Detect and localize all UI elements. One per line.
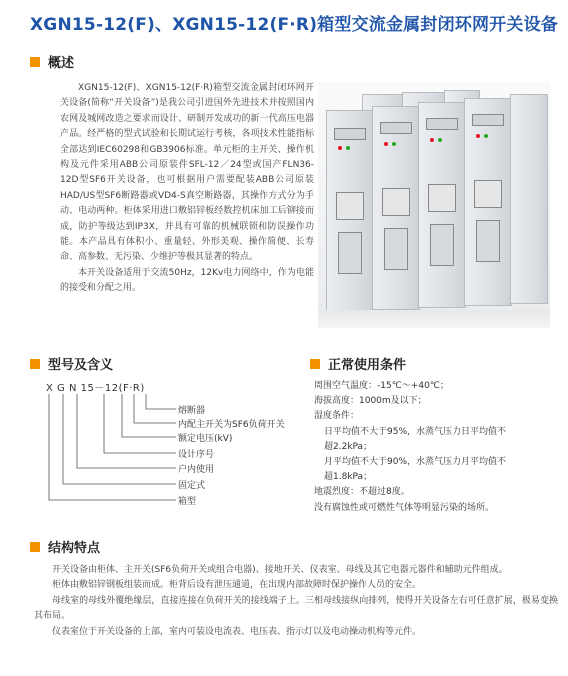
section-bullet-icon (310, 359, 320, 369)
model-label-voltage: 额定电压(kV) (178, 434, 233, 444)
structure-paragraph-1: 开关设备由柜体、主开关(SF6负荷开关或组合电器)、接地开关、仪表室、母线及其它电器元器件和辅助元件组成。 (52, 565, 508, 575)
model-label-fuse: 熔断器 (178, 406, 206, 416)
condition-item: 地震烈度：不超过8度。 (314, 487, 410, 498)
overview-paragraph-1: XGN15-12(F)、XGN15-12(F·R)箱型交流金属封闭环网开关设备(简称“开关设备”)是我公司引进国外先进技术并按照国内农网及城网改造之要求而设计、研制开发成功的新一代高压电器产品。经严格的型式试验和长期试运行考核，各项技术性能指标全部达到IEC60298和GB3906标准。单元柜的主开关、操作机构及元件采用ABB公司原装件SFL-12／24型或国产FLN36-12D型SF6开关设备，也可根据用户需要配装ABB公司原装HAD/US型SF6断路器或VD4-S真空断路器，其操作方式分为手动、电动两种。柜体采用进口敷铝锌板经数控机床加工后铆接而成，防护等级达到IP3X，并具有可靠的机械联锁和防误操作功能。本产品具有体积小、重量轻、外形美观、操作简便、长寿命、高参数、无污染、少维护等极其显著的特点。 (60, 83, 314, 263)
condition-item: 周围空气温度：-15℃～+40℃； (314, 381, 449, 391)
conditions-heading (310, 354, 406, 373)
model-code: X G N 15－12(F·R) (46, 383, 145, 394)
condition-item: 日平均值不大于95%，水蒸气压力日平均值不 (324, 426, 507, 437)
model-label-design-no: 设计序号 (178, 450, 215, 460)
page-title: XGN15-12(F)、XGN15-12(F·R)箱型交流金属封闭环网开关设备 (30, 15, 558, 35)
model-label-box: 箱型 (178, 497, 197, 507)
structure-heading (30, 537, 100, 556)
model-heading-text: 型号及含义 (48, 358, 114, 373)
model-label-switch: 内配主开关为SF6负荷开关 (178, 420, 285, 430)
condition-item: 超1.8kPa； (324, 472, 373, 483)
structure-paragraph-3: 母线室的母线外覆绝缘层，直接连接在负荷开关的接线端子上。三相母线接纵向排列，使得开关设备左右可任意扩展，极易变换其布局。 (34, 595, 558, 622)
condition-item: 超2.2kPa； (324, 441, 373, 452)
conditions-heading-text: 正常使用条件 (328, 358, 407, 373)
structure-paragraph-4: 仪表室位于开关设备的上部，室内可装设电流表、电压表、指示灯以及电动操动机构等元件。 (52, 626, 422, 637)
overview-heading-text: 概述 (48, 56, 75, 71)
condition-item: 湿度条件： (314, 411, 360, 422)
condition-item: 没有腐蚀性或可燃性气体等明显污染的场所。 (314, 502, 495, 513)
section-bullet-icon (30, 542, 40, 552)
condition-item: 海拔高度：1000m及以下； (314, 396, 427, 407)
condition-item: 月平均值不大于90%，水蒸气压力月平均值不 (324, 457, 507, 468)
structure-text (34, 563, 558, 640)
structure-heading-text: 结构特点 (48, 541, 101, 556)
structure-paragraph-2: 柜体由敷铝锌钢板组装而成。柜背后设有泄压通道，在出现内部故障时保护操作人员的安全。 (52, 580, 422, 591)
conditions-list (314, 379, 558, 516)
model-label-fixed: 固定式 (178, 481, 206, 491)
model-label-indoor: 户内使用 (178, 465, 215, 475)
overview-paragraph-2: 本开关设备适用于交流50Hz，12Kv电力网络中，作为电能的接受和分配之用。 (60, 267, 314, 294)
